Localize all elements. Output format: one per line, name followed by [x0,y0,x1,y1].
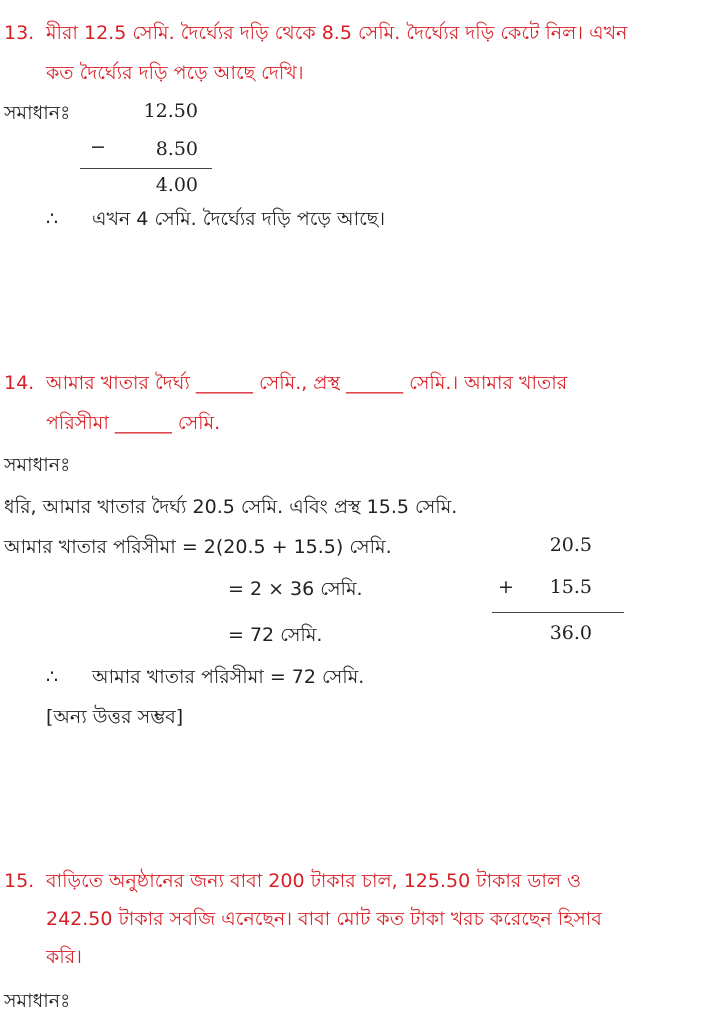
q13-therefore-symbol: ∴ [46,208,59,230]
q13-text-line1: মীরা 12.5 সেমি. দৈর্ঘ্যের দড়ি থেকে 8.5 সেমি. দৈর্ঘ্যের দড়ি কেটে নিল। এখন [46,22,628,44]
q14-number: 14. [4,372,35,394]
q15-number: 15. [4,870,35,892]
q13-calc-top: 12.50 [143,100,198,122]
q13-calc-rule [80,168,212,169]
q13-conclusion: এখন 4 সেমি. দৈর্ঘ্যের দড়ি পড়ে আছে। [92,208,386,230]
q14-conclusion: আমার খাতার পরিসীমা = 72 সেমি. [92,666,365,688]
q15-text-line1: বাড়িতে অনুষ্ঠানের জন্য বাবা 200 টাকার চাল, 125.50 টাকার ডাল ও [46,870,582,892]
q14-text-line1: আমার খাতার দৈর্ঘ্য ______ সেমি., প্রস্থ ______ সেমি.। আমার খাতার [46,372,568,394]
q14-assumption: ধরি, আমার খাতার দৈর্ঘ্য 20.5 সেমি. এবিং প্রস্থ 15.5 সেমি. [4,496,458,518]
q13-number: 13. [4,22,35,44]
q13-calc-bottom: 8.50 [155,138,198,160]
q14-calc-bottom: 15.5 [549,576,592,598]
q14-note: [অন্য উত্তর সম্ভব] [46,706,184,728]
q13-text-line2: কত দৈর্ঘ্যের দড়ি পড়ে আছে দেখি। [46,62,304,84]
q14-equation-line1: আমার খাতার পরিসীমা = 2(20.5 + 15.5) সেমি. [4,536,392,558]
q14-calc-result: 36.0 [549,622,592,644]
q14-equation-line3: = 72 সেমি. [228,624,323,646]
q13-calc-operator: − [90,136,106,158]
q15-solution-label: সমাধানঃ [4,990,71,1012]
q15-text-line2: 242.50 টাকার সবজি এনেছেন। বাবা মোট কত টাকা খরচ করেছেন হিসাব [46,908,602,930]
q14-calc-rule [492,612,624,613]
q13-calc-result: 4.00 [155,174,198,196]
q14-calc-top: 20.5 [549,534,592,556]
q14-text-line2: পরিসীমা ______ সেমি. [46,412,221,434]
q14-solution-label: সমাধানঃ [4,454,71,476]
q14-calc-operator: + [498,576,514,598]
q13-solution-label: সমাধানঃ [4,102,71,124]
q14-equation-line2: = 2 × 36 সেমি. [228,578,363,600]
q14-therefore-symbol: ∴ [46,666,59,688]
q15-text-line3: করি। [46,946,82,968]
